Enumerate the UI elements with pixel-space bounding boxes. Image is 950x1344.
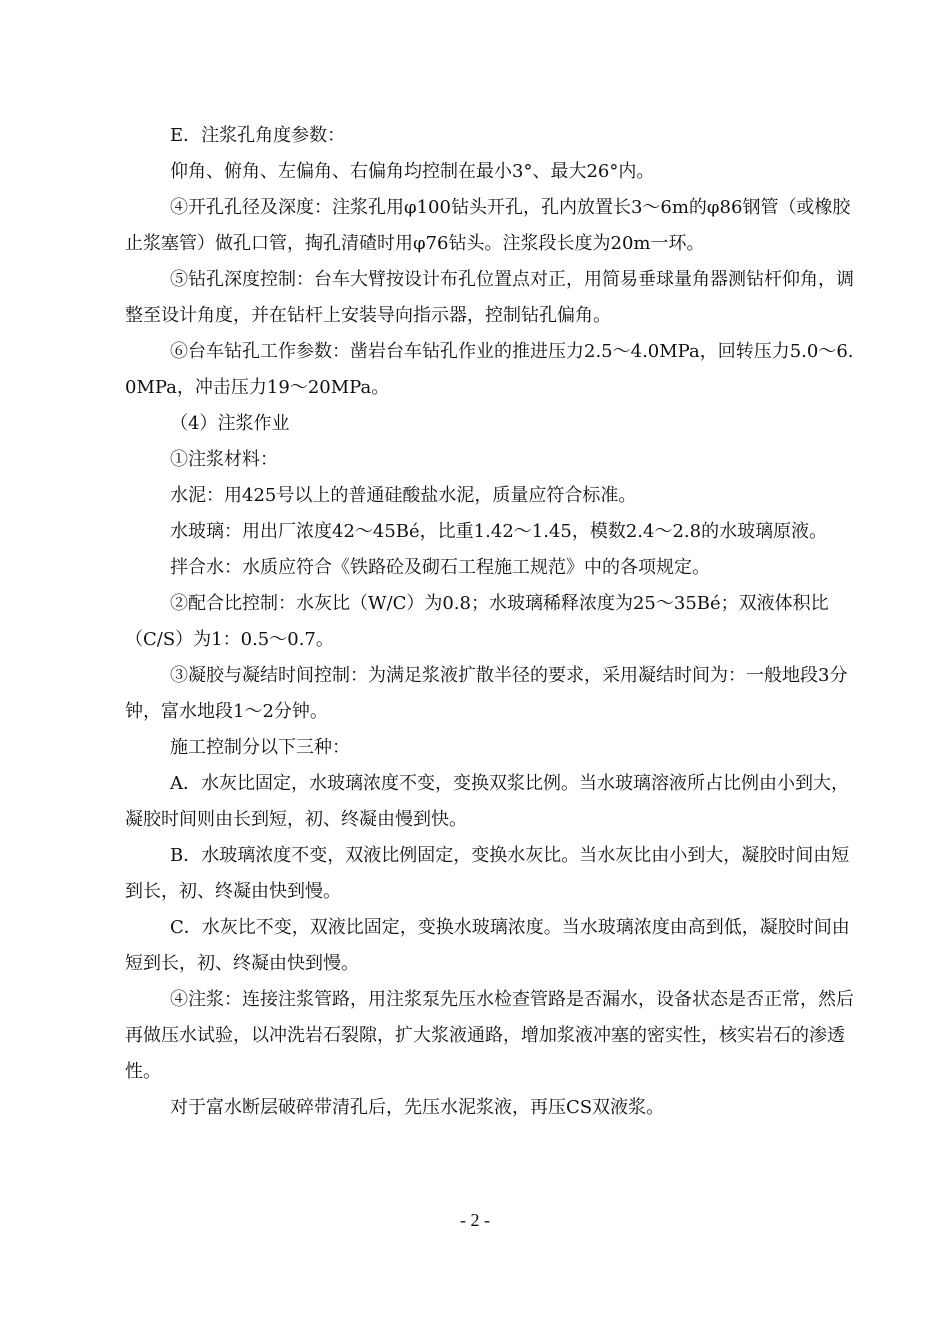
paragraph-method-a: A．水灰比固定，水玻璃浓度不变，变换双浆比例。当水玻璃溶液所占比例由小到大，凝胶时间则由长到短，初、终凝由慢到快。 <box>125 773 849 830</box>
paragraph-grouting-materials: ①注浆材料： <box>170 449 278 470</box>
paragraph-hole-diameter-depth: ④开孔孔径及深度：注浆孔用φ100钻头开孔，孔内放置长3～6m的φ86钢管（或橡胶止浆塞管）做孔口管，掏孔清碴时用φ76钻头。注浆段长度为20m一环。 <box>125 197 851 254</box>
paragraph-method-b: B．水玻璃浓度不变，双液比例固定，变换水灰比。当水灰比由小到大，凝胶时间由短到长，初、终凝由快到慢。 <box>125 845 850 902</box>
paragraph-angle-params-heading: E．注浆孔角度参数： <box>170 125 346 146</box>
paragraph-mixing-water: 拌合水：水质应符合《铁路砼及砌石工程施工规范》中的各项规定。 <box>170 557 710 578</box>
paragraph-gel-time: ③凝胶与凝结时间控制：为满足浆液扩散半径的要求，采用凝结时间为：一般地段3分钟，富水地段1～2分钟。 <box>125 665 848 722</box>
paragraph-drill-rig-params: ⑥台车钻孔工作参数：凿岩台车钻孔作业的推进压力2.5～4.0MPa，回转压力5.0～6.0MPa，冲击压力19～20MPa。 <box>125 341 854 398</box>
paragraph-drill-depth-control: ⑤钻孔深度控制：台车大臂按设计布孔位置点对正，用简易垂球量角器测钻杆仰角，调整至设计角度，并在钻杆上安装导向指示器，控制钻孔偏角。 <box>125 269 854 326</box>
paragraph-cement: 水泥：用425号以上的普通硅酸盐水泥，质量应符合标准。 <box>170 485 637 506</box>
paragraph-water-glass: 水玻璃：用出厂浓度42～45Bé，比重1.42～1.45，模数2.4～2.8的水玻璃原液。 <box>170 521 828 542</box>
paragraph-control-methods: 施工控制分以下三种： <box>170 737 350 758</box>
paragraph-mix-ratio: ②配合比控制：水灰比（W/C）为0.8；水玻璃稀释浓度为25～35Bé；双液体积比（C/S）为1：0.5～0.7。 <box>125 593 829 650</box>
paragraph-grouting: ④注浆：连接注浆管路，用注浆泵先压水检查管路是否漏水，设备状态是否正常，然后再做压水试验，以冲洗岩石裂隙，扩大浆液通路，增加浆液冲塞的密实性，核实岩石的渗透性。 <box>125 989 854 1082</box>
document-body <box>125 118 860 1126</box>
paragraph-angle-range: 仰角、俯角、左偏角、右偏角均控制在最小3°、最大26°内。 <box>170 161 655 182</box>
paragraph-method-c: C．水灰比不变，双液比固定，变换水玻璃浓度。当水玻璃浓度由高到低，凝胶时间由短到长，初、终凝由快到慢。 <box>125 917 850 974</box>
page-number: - 2 - <box>460 1210 490 1230</box>
section-heading-grouting-work: （4）注浆作业 <box>170 413 290 434</box>
paragraph-fault-zone: 对于富水断层破碎带清孔后，先压水泥浆液，再压CS双液浆。 <box>170 1097 665 1118</box>
